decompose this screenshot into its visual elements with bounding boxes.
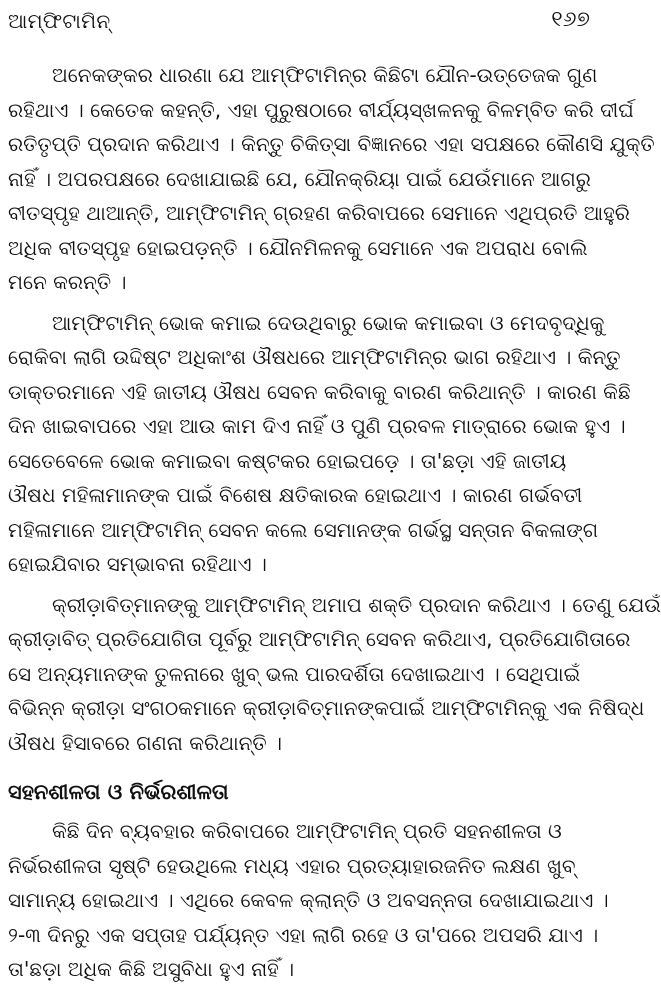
text-line: ନାହିଁ । ଅପରପକ୍ଷରେ ଦେଖାଯାଇଛି ଯେ, ଯୌନକ୍ରିୟା ପାଇଁ ଯେଉଁମାନେ ଆଗରୁ (8, 166, 591, 191)
running-head: ଆମ୍ଫିଟାମିନ୍ (8, 9, 111, 33)
paragraph-sexual-effects (8, 58, 655, 300)
text-line: ସାମାନ୍ୟ ହୋଇଥାଏ । ଏଥିରେ କେବଳ କ୍ଲାନ୍ତି ଓ ଅବସନ୍ନତା ଦେଖାଯାଇଥାଏ । (8, 888, 609, 912)
text-line: ଦିନ ଖାଇବାପରେ ଏହା ଆଉ କାମ ଦିଏ ନାହିଁ ଓ ପୁଣି ପ୍ରବଳ ମାତ୍ରାରେ ଭୋକ ହୁଏ । (8, 414, 626, 438)
text-line: କ୍ରୀଡ଼ାବିତ୍ ପ୍ରତିଯୋଗିତା ପୂର୍ବରୁ ଆମ୍ଫିଟାମିନ୍ ସେବନ କରିଥାଏ, ପ୍ରତିଯୋଗିତାରେ (8, 627, 631, 651)
text-line: କ୍ରୀଡ଼ାବିତ୍‌ମାନଙ୍କୁ ଆମ୍ଫିଟାମିନ୍ ଅମାପ ଶକ୍ତି ପ୍ରଦାନ କରିଥାଏ । ତେଣୁ ଯେଉଁ (52, 592, 661, 617)
text-line: ରୋକିବା ଲାଗି ଉଦ୍ଦିଷ୍ଟ ଅଧିକାଂଶ ଔଷଧରେ ଆମ୍ଫିଟାମିନ୍‌ର ଭାଗ ରହିଥାଏ । କିନ୍ତୁ (8, 345, 621, 369)
paragraph-sports (8, 588, 661, 761)
text-line: ଅଧିକ ବୀତସ୍ପୃହ ହୋଇପଡ଼ନ୍ତି । ଯୌନମିଳନକୁ ସେମାନେ ଏକ ଅପରାଧ ବୋଲି (8, 235, 588, 260)
text-line: ବିଭିନ୍ନ କ୍ରୀଡ଼ା ସଂଗଠକମାନେ କ୍ରୀଡ଼ାବିତ୍‌ମାନଙ୍କପାଇଁ ଆମ୍ଫିଟାମିନ୍‌କୁ ଏକ ନିଷିଦ୍ଧ (8, 696, 645, 720)
text-line: ମନେ କରନ୍ତି । (8, 270, 127, 294)
paragraph-tolerance (8, 814, 609, 987)
section-heading: ସହନଶୀଳତା ଓ ନିର୍ଭରଶୀଳତା (8, 780, 229, 804)
text-line: ତା'ଛଡ଼ା ଅଧିକ କିଛି ଅସୁବିଧା ହୁଏ ନାହିଁ । (8, 957, 295, 981)
text-line: ବୀତସ୍ପୃହ ଥାଆନ୍ତି, ଆମ୍ଫିଟାମିନ୍ ଗ୍ରହଣ କରିବାପରେ ସେମାନେ ଏଥିପ୍ରତି ଆହୁରି (8, 201, 630, 225)
text-line: ରତିତୃପ୍ତି ପ୍ରଦାନ କରିଥାଏ । କିନ୍ତୁ ଚିକିତ୍ସା ବିଜ୍ଞାନରେ ଏହା ସପକ୍ଷରେ କୌଣସି ଯୁକ୍ତି (8, 132, 655, 156)
text-line: ହୋଇଯିବାର ସମ୍ଭାବନା ରହିଥାଏ । (8, 552, 267, 576)
text-line: ୨-୩ ଦିନରୁ ଏକ ସପ୍ତାହ ପର୍ଯ୍ୟନ୍ତ ଏହା ଲାଗି ରହେ ଓ ତା'ପରେ ଅପସରି ଯାଏ । (8, 922, 599, 947)
text-line: ଡାକ୍ତରମାନେ ଏହି ଜାତୀୟ ଔଷଧ ସେବନ କରିବାକୁ ବାରଣ କରିଥାନ୍ତି । କାରଣ କିଛି (8, 379, 631, 404)
text-line: ଆମ୍ଫିଟାମିନ୍ ଭୋକ କମାଇ ଦେଉଥିବାରୁ ଭୋକ କମାଇବା ଓ ମେଦବୃଦ୍ଧିକୁ (52, 310, 605, 335)
text-line: ରହିଥାଏ । କେତେକ କହନ୍ତି, ଏହା ପୁରୁଷଠାରେ ବୀର୍ଯ୍ୟସ୍ଖଳନକୁ ବିଳମ୍ବିତ କରି ଦୀର୍ଘ (8, 97, 634, 122)
text-line: ନିର୍ଭରଶୀଳତା ସୃଷ୍ଟି ହେଉଥିଲେ ମଧ୍ୟ ଏହାର ପ୍ରତ୍ୟାହାରଜନିତ ଲକ୍ଷଣ ଖୁବ୍ (8, 853, 576, 878)
text-line: ଔଷଧ ମହିଳାମାନଙ୍କ ପାଇଁ ବିଶେଷ କ୍ଷତିକାରକ ହୋଇଥାଏ । କାରଣ ଗର୍ଭବତୀ (8, 483, 583, 507)
text-line: ସେତେବେଳେ ଭୋକ କମାଇବା କଷ୍ଟକର ହୋଇପଡ଼େ । ତା'ଛଡ଼ା ଏହି ଜାତୀୟ (8, 448, 567, 473)
text-line: ସେ ଅନ୍ୟମାନଙ୍କ ତୁଳନାରେ ଖୁବ୍ ଭଲ ପାରଦର୍ଶିତା ଦେଖାଇଥାଏ । ସେଥିପାଇଁ (8, 661, 581, 686)
page-number: ୧୬୭ (551, 7, 590, 32)
text-line: କିଛି ଦିନ ବ୍ୟବହାର କରିବାପରେ ଆମ୍ଫିଟାମିନ୍ ପ୍ରତି ସହନଶୀଳତା ଓ (52, 819, 562, 843)
paragraph-appetite (8, 306, 631, 582)
text-line: ଅନେକଙ୍କର ଧାରଣା ଯେ ଆମ୍ଫିଟାମିନ୍‌ର କିଛିଟା ଯୌନ-ଉତ୍ତେଜକ ଗୁଣ (52, 63, 598, 87)
text-line: ମହିଳାମାନେ ଆମ୍ଫିଟାମିନ୍ ସେବନ କଲେ ସେମାନଙ୍କ ଗର୍ଭସ୍ଥ ସନ୍ତାନ ବିକଳାଙ୍ଗ (8, 517, 599, 542)
page-body (8, 58, 661, 987)
text-line: ଔଷଧ ହିସାବରେ ଗଣନା କରିଥାନ୍ତି । (8, 730, 283, 755)
